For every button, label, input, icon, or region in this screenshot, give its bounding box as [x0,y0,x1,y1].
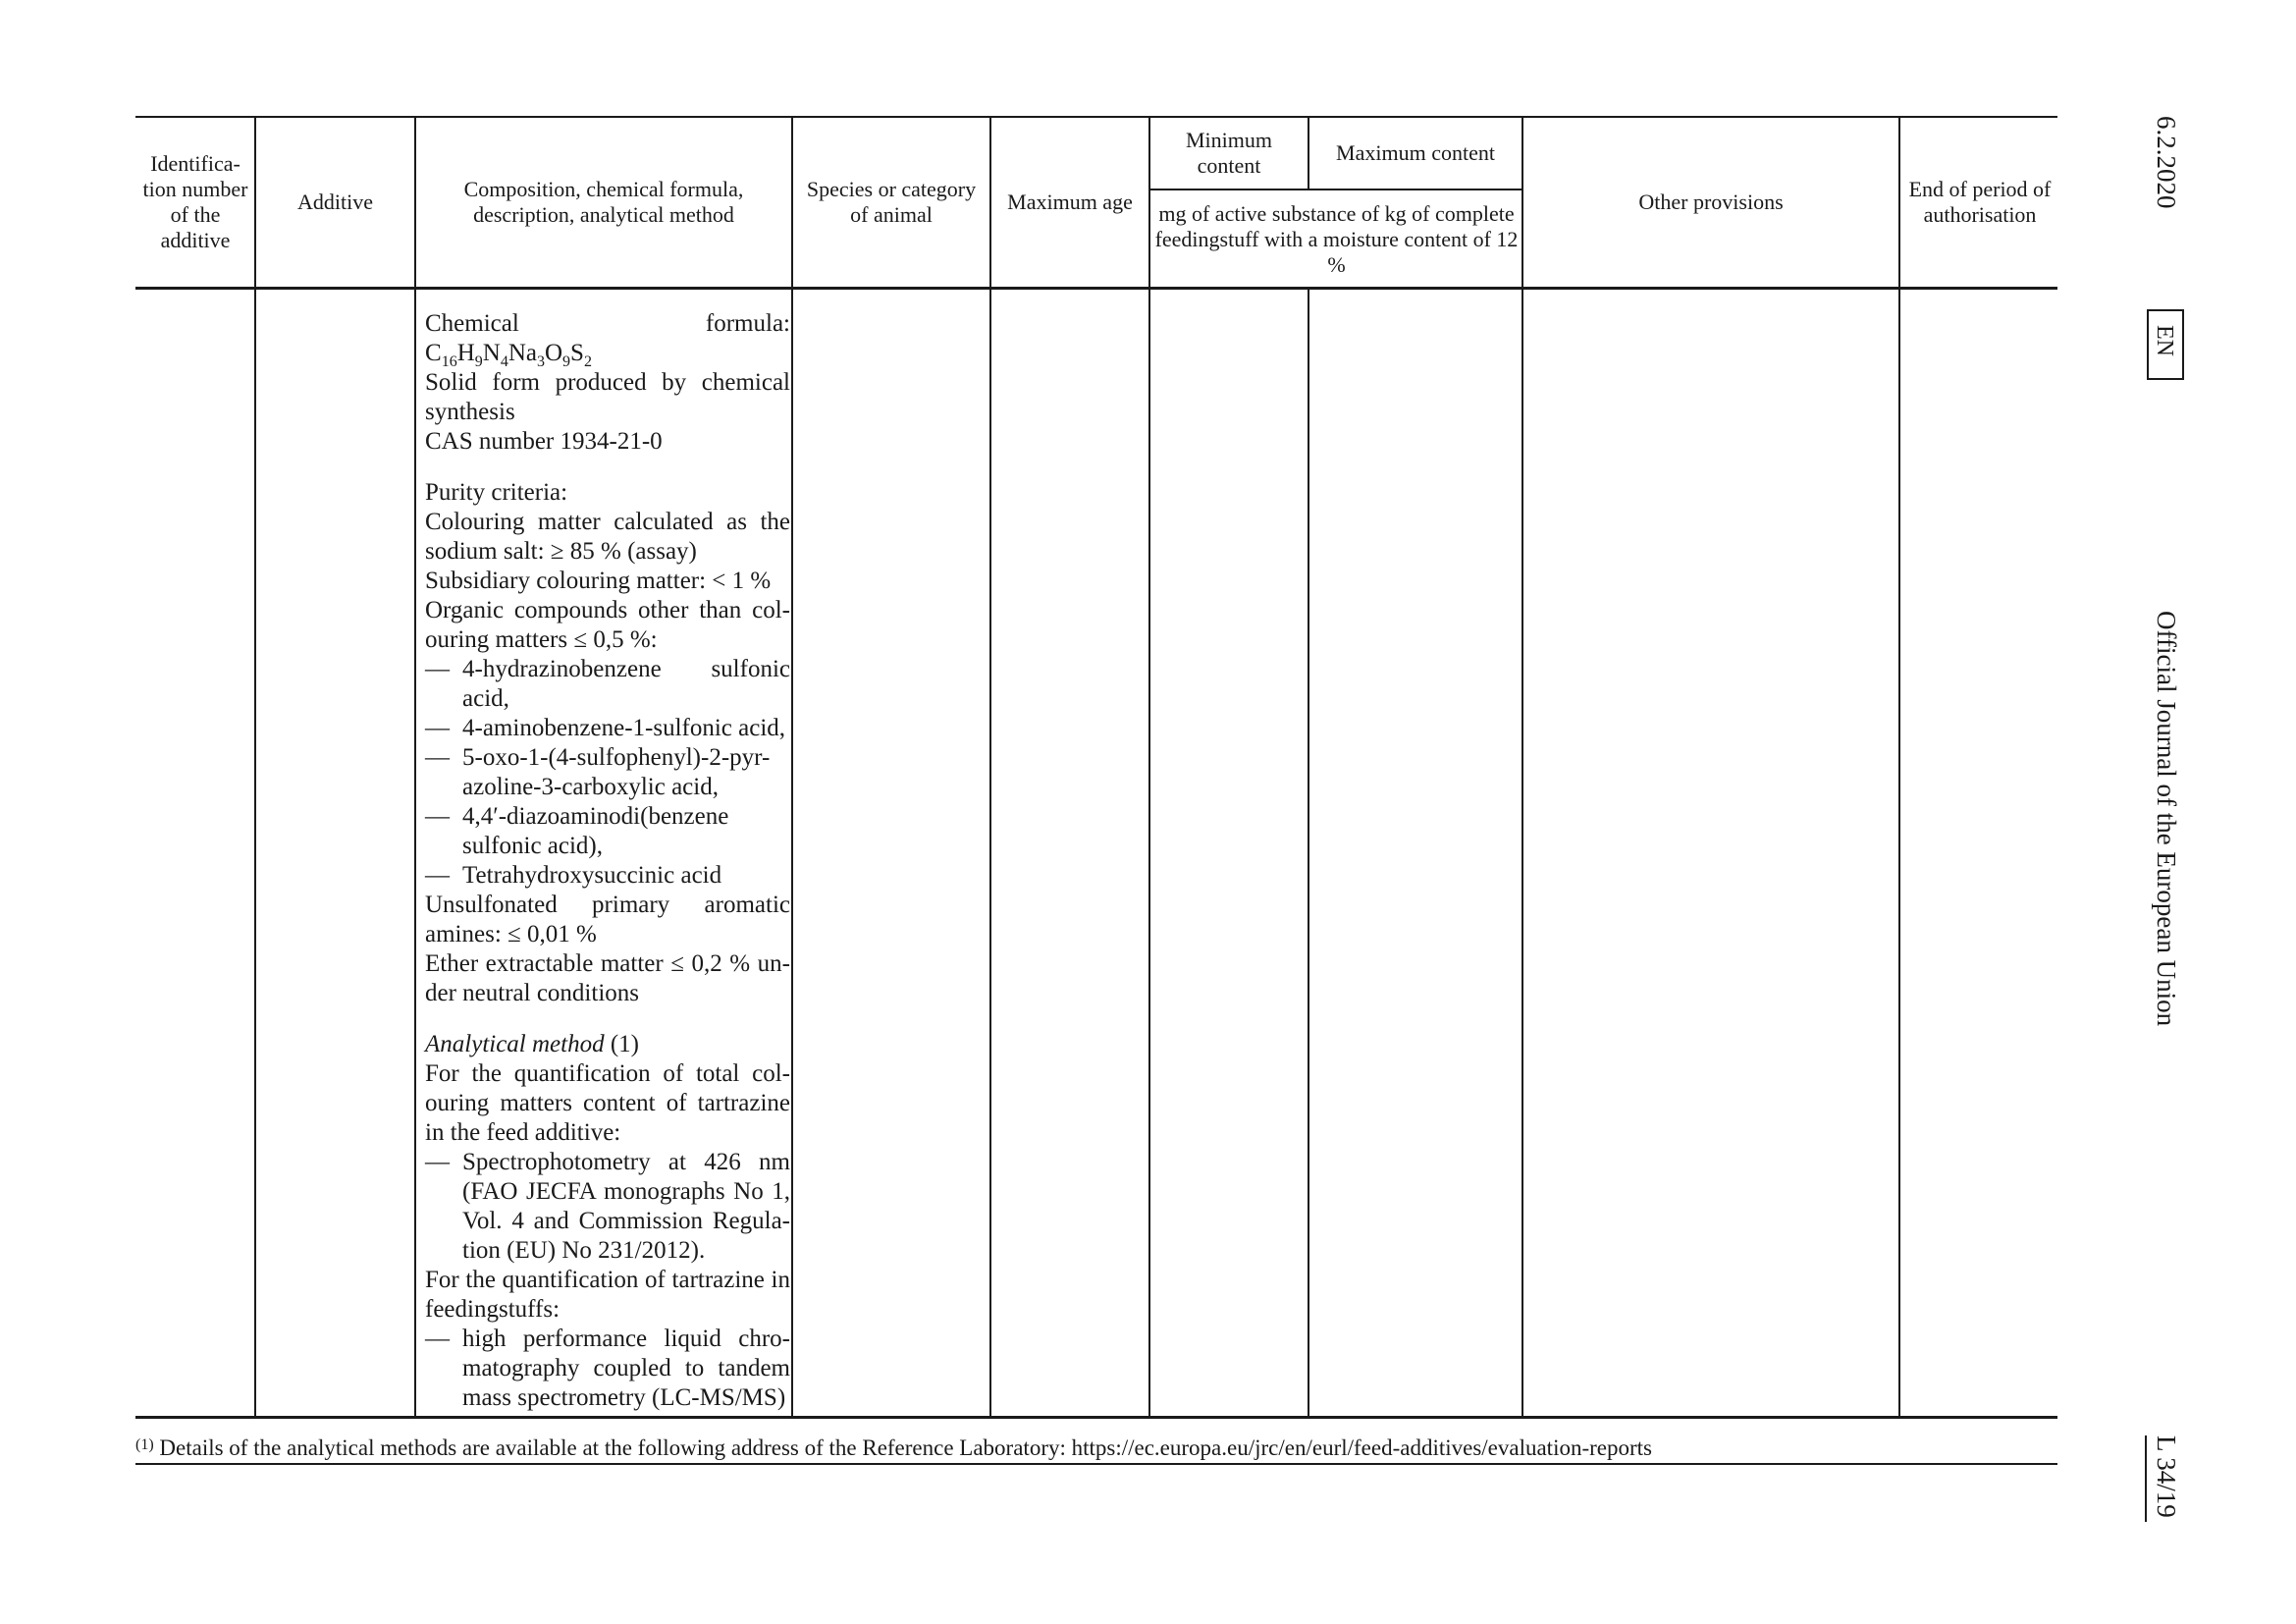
header-sub-rule [1148,189,1522,190]
purity-organic: Organic compounds other than col-ouring matters ≤ 0,5 %: [425,597,790,653]
page-number-rule [2145,1435,2147,1522]
header-max-content: Maximum content [1336,140,1495,165]
header-additive: Additive [297,189,373,214]
col-divider-2 [414,116,416,1417]
header-composition: Composition, chemical formula, description, analytical method [463,177,744,227]
purity-amines: Unsulfonated primary aromatic amines: ≤ 0,01 % [425,892,790,947]
col-divider-8 [1898,116,1900,1417]
col-divider-6b [1308,289,1309,1417]
language-badge [2147,309,2184,380]
composition-cell [425,309,790,1413]
chemical-formula: $C_{16}H_9N_4Na_3O_9S_2$ [425,340,592,370]
header-id-number: Identifica-tion number of the additive [142,151,248,252]
list-item: — Tetrahydroxysuccinic acid [425,862,722,889]
header-max-age: Maximum age [1007,189,1133,214]
list-item: — high performance liquid chro-matography coupled to tandem mass spectrometry (LC-MS/MS) [425,1326,790,1411]
page-number: L 34/19 [2152,1435,2181,1518]
language-label: EN [2152,325,2177,356]
col-divider-1 [254,116,256,1417]
header-min-content: Minimum content [1185,128,1272,178]
footnote-bottom-rule [135,1463,2057,1465]
header-species: Species or category of animal [806,177,977,227]
footnote-text: Details of the analytical methods are available at the following address of the Reference Laboratory: https://ec.europa.eu/jrc/en/eurl/feed-additives/evaluation-reports [159,1435,1652,1460]
analytical-total: For the quantification of total col-ouring matters content of tartrazine in the feed additive: [425,1060,790,1146]
header-content-unit: mg of active substance of kg of complete feedingstuff with a moisture content of 12 % [1154,200,1519,277]
solid-form-text: Solid form produced by chemical synthesis [425,369,790,425]
chemical-formula-label: Chemical formula: [425,310,790,337]
analytical-feedingstuffs: For the quantification of tartrazine in feedingstuffs: [425,1267,790,1323]
margin-date: 6.2.2020 [2152,116,2181,209]
col-divider-6a [1308,116,1309,189]
header-other-provisions: Other provisions [1638,189,1784,214]
col-divider-5 [1148,116,1150,1417]
purity-colouring-matter: Colouring matter calculated as the sodium salt: ≥ 85 % (assay) [425,509,790,565]
list-item: — Spectrophotometry at 426 nm (FAO JECFA monographs No 1, Vol. 4 and Commission Regula-tion (EU) No 231/2012). [425,1149,790,1264]
list-item: — 4-hydrazinobenzene sulfonic acid, [425,656,790,712]
purity-title: Purity criteria: [425,479,568,506]
col-divider-7 [1522,116,1523,1417]
footnote-mark: (1) [135,1436,154,1453]
col-divider-3 [791,116,793,1417]
header-end-period: End of period of authorisation [1908,177,2052,227]
journal-title: Official Journal of the European Union [2152,611,2181,1027]
cas-number: CAS number 1934-21-0 [425,428,663,455]
list-item: — 5-oxo-1-(4-sulfophenyl)-2-pyr-azoline-3-carboxylic acid, [425,744,771,800]
purity-subsidiary: Subsidiary colouring matter: < 1 % [425,568,772,594]
purity-ether: Ether extractable matter ≤ 0,2 % un-der neutral conditions [425,950,790,1006]
list-item: — 4-aminobenzene-1-sulfonic acid, [425,715,786,741]
header-bottom-rule [135,287,2057,290]
table-bottom-rule [135,1416,2057,1419]
footnote [135,1432,2079,1462]
analytical-method-title: Analytical method (1) [425,1031,639,1057]
list-item: — 4,4′-diazoaminodi(benzene sulfonic acid), [425,803,729,859]
col-divider-4 [989,116,991,1417]
